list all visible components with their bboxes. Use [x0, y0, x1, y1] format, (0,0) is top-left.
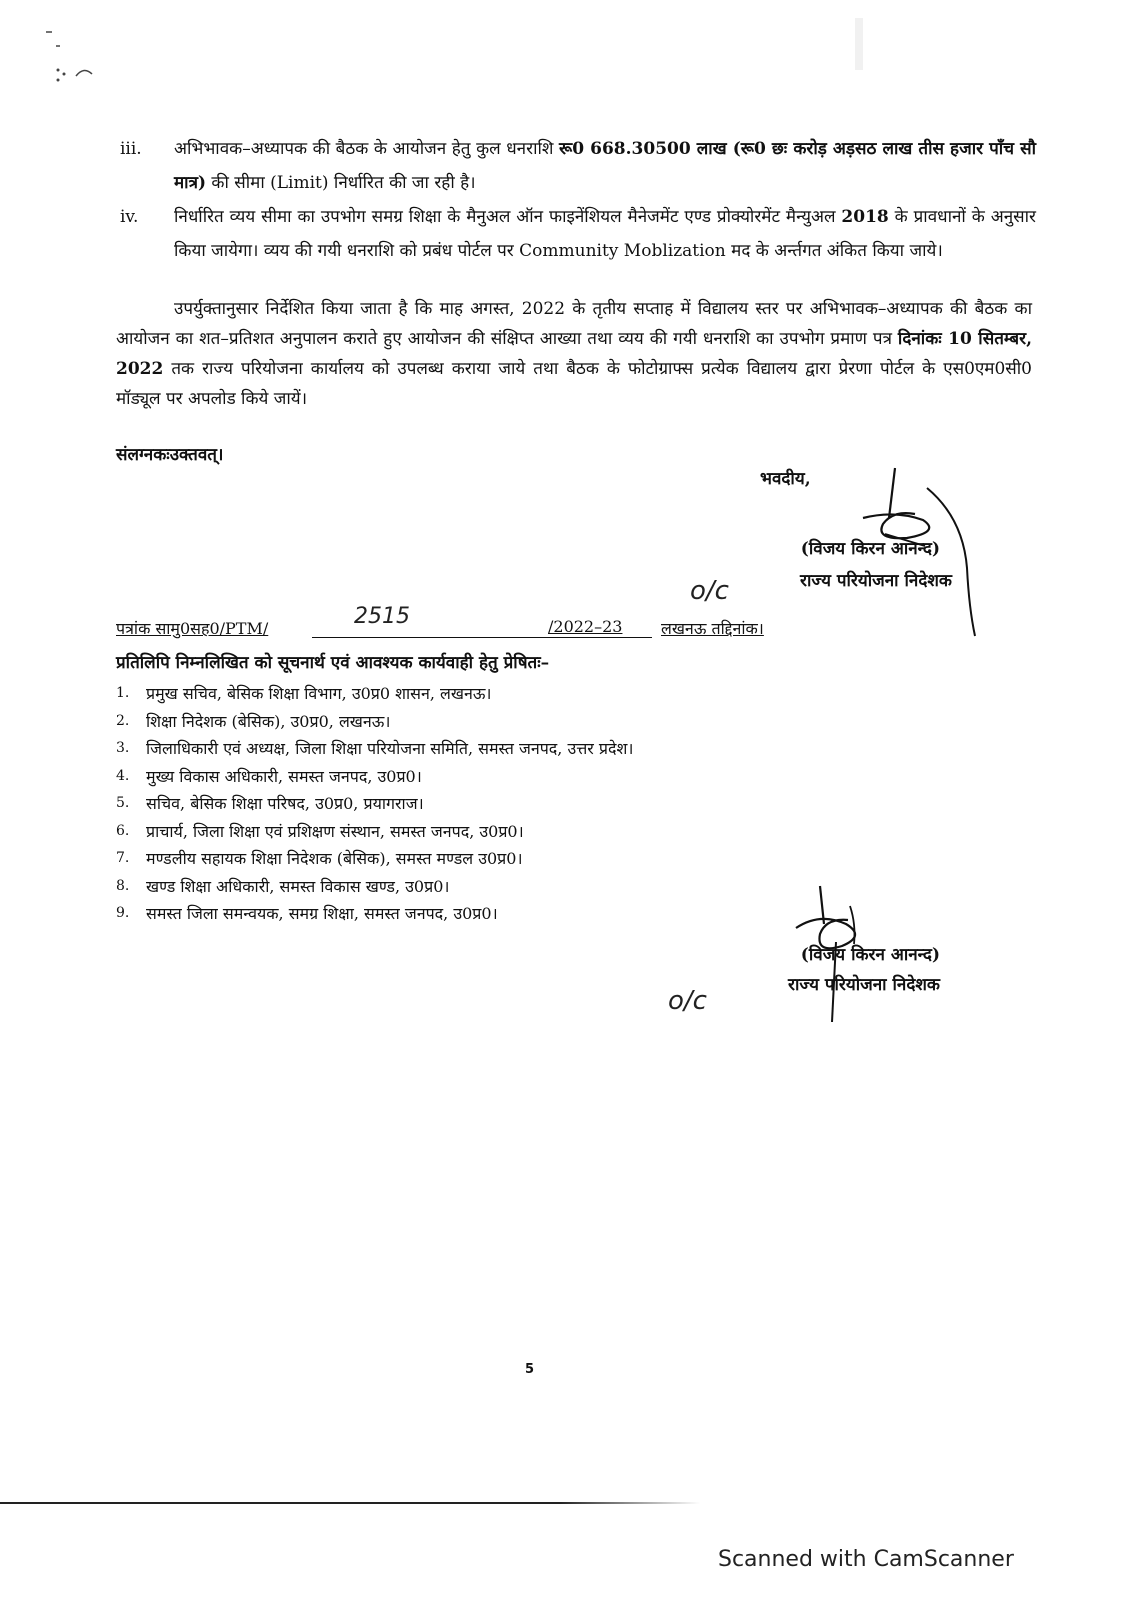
ref-suffix: /2022–23	[548, 617, 623, 636]
main-paragraph: उपर्युक्तानुसार निर्देशित किया जाता है कि माह अगस्त, 2022 के तृतीय सप्ताह में विद्यालय स्तर पर अभिभावक–अध्यापक की बैठक का आयोजन का शत–प्रतिशत अनुपालन कराते हुए आयोजन की संक्षिप्त आख्या तथा व्यय की गयी धनराशि का उपभोग प्रमाण पत्र दिनांकः 10 सितम्बर, 2022 तक राज्य परियोजना कार्यालय को उपलब्ध कराया जाये तथा बैठक के फोटोग्राफ्स प्रत्येक विद्यालय द्वारा प्रेरणा पोर्टल के एस0एम0सी0 मॉड्यूल पर अपलोड किये जायें।	[116, 299, 1032, 409]
clause-iv	[116, 200, 1036, 268]
list-item: 5. सचिव, बेसिक शिक्षा परिषद, उ0प्र0, प्रयागराज।	[116, 794, 424, 813]
initials-oc: o/c	[690, 576, 729, 606]
list-item: 7. मण्डलीय सहायक शिक्षा निदेशक (बेसिक), समस्त मण्डल उ0प्र0।	[116, 849, 523, 868]
scan-artifact	[855, 18, 863, 70]
ref-underline	[312, 637, 652, 638]
clause-number: iv.	[120, 207, 139, 227]
initials-oc: o/c	[668, 986, 707, 1016]
clause-number: iii.	[120, 139, 142, 159]
scanner-watermark: Scanned with CamScanner	[718, 1547, 1014, 1572]
list-item: 6. प्राचार्य, जिला शिक्षा एवं प्रशिक्षण संस्थान, समस्त जनपद, उ0प्र0।	[116, 821, 524, 841]
handwritten-letter-number: 2515	[354, 604, 410, 629]
footer-rule	[0, 1502, 700, 1504]
signatory-designation: राज्य परियोजना निदेशक	[800, 571, 952, 591]
copy-recipient-list	[116, 680, 633, 928]
copy-heading: प्रतिलिपि निम्नलिखित को सूचनार्थ एवं आवश्यक कार्यवाही हेतु प्रेषितः–	[116, 653, 550, 673]
clause-text: निर्धारित व्यय सीमा का उपभोग समग्र शिक्षा के मैनुअल ऑन फाइनेंशियल मैनेजमेंट एण्ड प्रोक्योरमेंट मैन्युअल 2018 के प्रावधानों के अनुसार किया जायेगा। व्यय की गयी धनराशि को प्रबंध पोर्टल पर Community Moblization मद के अर्न्तगत अंकित किया जाये।	[174, 207, 1036, 261]
clause-text: अभिभावक–अध्यापक की बैठक के आयोजन हेतु कुल धनराशि रू0 668.30500 लाख (रू0 छः करोड़ अड़सठ लाख तीस हजार पाँच सौ मात्र) की सीमा (Limit) निर्धारित की जा रही है।	[174, 139, 1036, 193]
ref-place-date: लखनऊ तद्दिनांक।	[661, 619, 764, 638]
closing-salutation: भवदीय,	[760, 469, 811, 489]
clause-iii	[116, 132, 1036, 200]
signatory-designation: राज्य परियोजना निदेशक	[788, 975, 940, 995]
list-item: 2. शिक्षा निदेशक (बेसिक), उ0प्र0, लखनऊ।	[116, 711, 391, 731]
signatory-name: (विजय किरन आनन्द)	[800, 945, 940, 965]
list-item: 4. मुख्य विकास अधिकारी, समस्त जनपद, उ0प्र0।	[116, 766, 422, 786]
signatory-name: (विजय किरन आनन्द)	[800, 539, 940, 559]
list-item: 8. खण्ड शिक्षा अधिकारी, समस्त विकास खण्ड, उ0प्र0।	[116, 876, 450, 896]
list-item: 3. जिलाधिकारी एवं अध्यक्ष, जिला शिक्षा परियोजना समिति, समस्त जनपद, उत्तर प्रदेश।	[116, 739, 634, 758]
list-item: 9. समस्त जिला समन्वयक, समग्र शिक्षा, समस्त जनपद, उ0प्र0।	[116, 904, 498, 923]
scan-corner-marks	[40, 28, 110, 88]
letter-reference	[116, 617, 856, 643]
attachment-note: संलग्नकःउक्तवत्।	[116, 445, 224, 465]
ref-prefix: पत्रांक सामु0सह0/PTM/	[116, 619, 269, 638]
page-number: 5	[525, 1362, 535, 1377]
list-item: 1. प्रमुख सचिव, बेसिक शिक्षा विभाग, उ0प्र0 शासन, लखनऊ।	[116, 684, 492, 703]
